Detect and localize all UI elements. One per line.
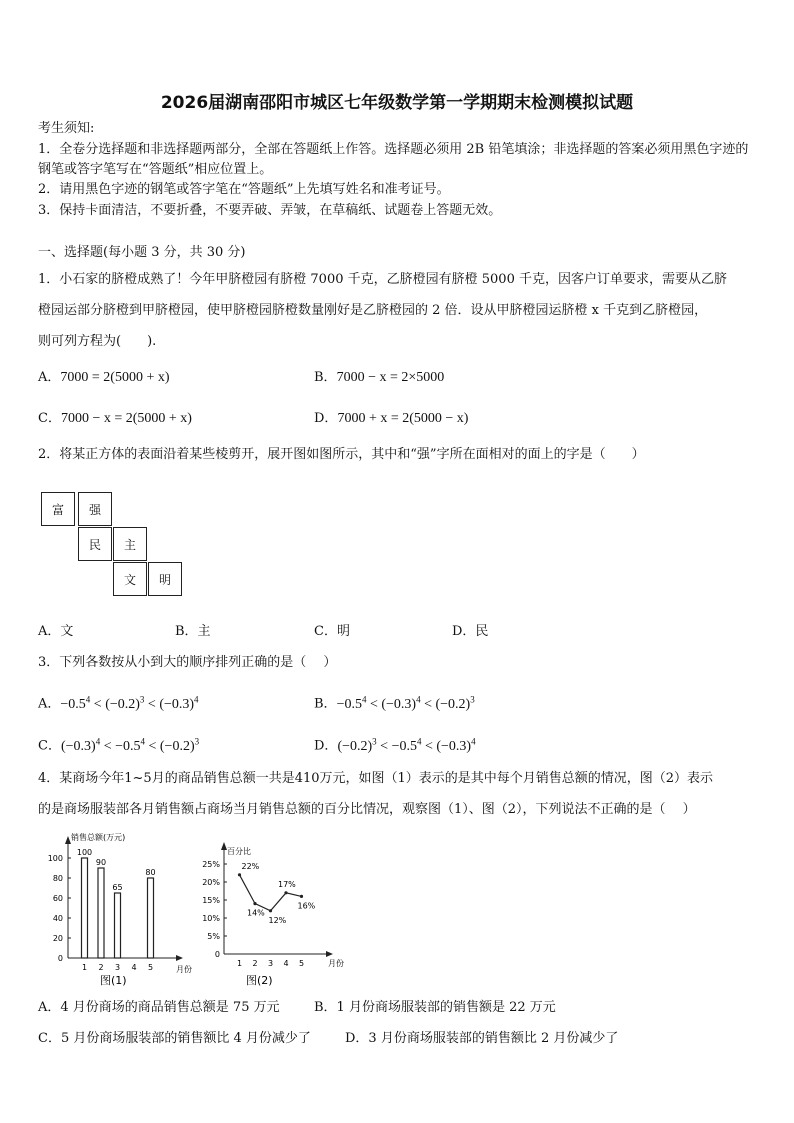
q1-option-d: D．7000 + x = 2(5000 − x) xyxy=(314,411,469,426)
data-point xyxy=(253,902,256,905)
q2-option-b: B．主 xyxy=(175,624,211,639)
notice-heading: 考生须知: xyxy=(38,121,95,136)
net-cell-fu: 富 xyxy=(41,492,75,526)
data-label: 14% xyxy=(247,908,265,918)
net-cell-qiang: 强 xyxy=(78,492,112,526)
x-tick-label: 1 xyxy=(81,963,88,972)
y-tick-label: 40 xyxy=(52,914,63,923)
q3-option-d: D．$(-0.2)^3 < -0.5^4 < (-0.3)^4$ xyxy=(314,736,476,754)
bar xyxy=(115,893,121,958)
q4-option-c: C．5 月份商场服装部的销售额比 4 月份减少了 xyxy=(38,1031,311,1046)
x-tick-label: 4 xyxy=(131,963,137,972)
bar xyxy=(98,868,104,958)
x-tick-label: 4 xyxy=(283,959,289,968)
y-tick-label: 0 xyxy=(214,950,220,959)
section-heading: 一、选择题(每小题 3 分，共 30 分) xyxy=(38,245,246,260)
q3-option-a: A．$-0.5^4 < (-0.2)^3 < (-0.3)^4$ xyxy=(38,694,199,712)
y-tick-label: 0 xyxy=(57,954,63,963)
data-label: 12% xyxy=(268,915,287,925)
x-axis-label: 月份 xyxy=(176,965,192,974)
data-point xyxy=(284,891,287,894)
data-point xyxy=(300,895,303,898)
y-tick-label: 20% xyxy=(202,878,220,887)
x-tick-label: 5 xyxy=(147,963,154,972)
q4-option-a: A．4 月份商场的商品销售总额是 75 万元 xyxy=(38,1000,280,1015)
y-tick-label: 5% xyxy=(207,932,220,941)
q4-stem-line1: 4．某商场今年1~5月的商品销售总额一共是410万元，如图（1）表示的是其中每个月销售总额的情况，图（2）表示 xyxy=(38,771,714,786)
q4-option-d: D．3 月份商场服装部的销售额比 2 月份减少了 xyxy=(345,1031,619,1046)
chart-caption: 图(2) xyxy=(246,974,273,987)
data-label: 16% xyxy=(297,901,316,911)
data-label: 22% xyxy=(241,861,260,871)
q1-stem-line2: 橙园运部分脐橙到甲脐橙园，使甲脐橙园脐橙数量刚好是乙脐橙园的 2 倍．设从甲脐橙园运脐橙 x 千克到乙脐橙园， xyxy=(38,303,708,318)
q3-option-b: B．$-0.5^4 < (-0.3)^4 < (-0.2)^3$ xyxy=(314,694,475,712)
data-label: 17% xyxy=(278,879,296,889)
q3-stem: 3．下列各数按从小到大的顺序排列正确的是（ ） xyxy=(38,655,337,670)
y-tick-label: 15% xyxy=(202,896,220,905)
cube-net-figure xyxy=(41,492,191,597)
q1-stem-line1: 1．小石家的脐橙成熟了！今年甲脐橙园有脐橙 7000 千克，乙脐橙园有脐橙 5000 千克，因客户订单要求，需要从乙脐 xyxy=(38,272,727,287)
y-tick-label: 100 xyxy=(47,854,63,863)
page-title: 2026届湖南邵阳市城区七年级数学第一学期期末检测模拟试题 xyxy=(160,93,634,113)
sales-bar-chart xyxy=(36,828,196,988)
bar-value-label: 90 xyxy=(95,858,107,867)
data-point xyxy=(269,909,272,912)
x-tick-label: 3 xyxy=(267,959,274,968)
q1-option-b: B．7000 − x = 2×5000 xyxy=(314,370,445,385)
q1-option-c: C．7000 − x = 2(5000 + x) xyxy=(38,411,192,426)
x-tick-label: 5 xyxy=(298,959,305,968)
x-axis-label: 月份 xyxy=(328,959,344,968)
data-point xyxy=(238,873,241,876)
bar-value-label: 65 xyxy=(112,883,123,892)
chart-caption: 图(1) xyxy=(100,974,127,987)
net-cell-ming: 明 xyxy=(148,562,182,596)
q1-option-a: A．7000 = 2(5000 + x) xyxy=(38,370,170,385)
x-axis-arrow xyxy=(326,951,333,957)
q2-option-d: D．民 xyxy=(452,624,489,639)
chart-title: 销售总额(万元) xyxy=(71,833,126,842)
chart-title: 百分比 xyxy=(227,847,251,856)
q2-option-c: C．明 xyxy=(314,624,350,639)
y-tick-label: 10% xyxy=(202,914,220,923)
notice-item-2: 2．请用黑色字迹的钢笔或答字笔在“答题纸”上先填写姓名和准考证号。 xyxy=(38,182,450,197)
q3-option-c: C．$(-0.3)^4 < -0.5^4 < (-0.2)^3$ xyxy=(38,736,200,754)
bar-value-label: 80 xyxy=(145,868,156,877)
net-cell-wen: 文 xyxy=(113,562,147,596)
q1-stem-line3: 则可列方程为( ). xyxy=(38,334,157,349)
q2-option-a: A．文 xyxy=(38,624,74,639)
y-tick-label: 60 xyxy=(52,894,63,903)
x-axis-arrow xyxy=(176,955,183,961)
notice-item-3: 3．保持卡面清洁，不要折叠，不要弄破、弄皱，在草稿纸、试题卷上答题无效。 xyxy=(38,203,502,218)
x-tick-label: 1 xyxy=(236,959,243,968)
net-cell-zhu: 主 xyxy=(113,527,147,561)
bar xyxy=(82,858,88,958)
x-tick-label: 2 xyxy=(98,963,104,972)
x-tick-label: 3 xyxy=(114,963,121,972)
bar-value-label: 100 xyxy=(76,848,93,857)
bar xyxy=(148,878,154,958)
notice-item-1: 1．全卷分选择题和非选择题两部分，全部在答题纸上作答。选择题必须用 2B 铅笔填涂；非选择题的答案必须用黑色字迹的钢笔或答字笔写在“答题纸”相应位置上。 xyxy=(38,142,749,177)
q2-stem: 2．将某正方体的表面沿着某些棱剪开，展开图如图所示，其中和“强”字所在面相对的面上的字是（ ） xyxy=(38,447,645,462)
net-cell-min: 民 xyxy=(78,527,112,561)
x-tick-label: 2 xyxy=(252,959,258,968)
y-tick-label: 20 xyxy=(52,934,63,943)
y-tick-label: 25% xyxy=(202,860,220,869)
percentage-line-chart xyxy=(198,842,348,988)
y-tick-label: 80 xyxy=(52,874,63,883)
q4-stem-line2: 的是商场服装部各月销售额占商场当月销售总额的百分比情况，观察图（1）、图（2），下列说法不正确的是（ ） xyxy=(38,802,696,817)
q4-option-b: B．1 月份商场服装部的销售额是 22 万元 xyxy=(314,1000,556,1015)
